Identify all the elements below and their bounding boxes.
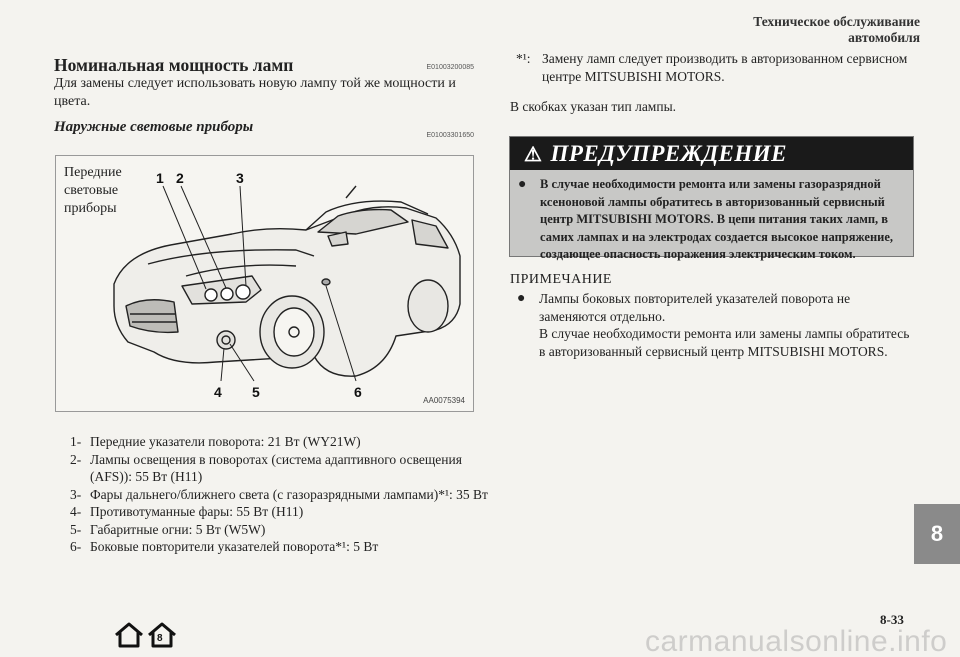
list-text: Боковые повторители указателей поворота*¹: 5 Вт (90, 539, 379, 554)
warning-heading-text: ПРЕДУПРЕЖДЕНИЕ (550, 141, 787, 166)
subtitle-code: E01003301650 (426, 132, 474, 139)
section-header: Техническое обслуживание автомобиля (753, 14, 920, 45)
watermark: carmanualsonline.info (645, 625, 948, 657)
warning-box (509, 136, 914, 261)
list-num: 5- (70, 521, 82, 537)
list-text: Лампы освещения в поворотах (система адаптивного освещения (AFS)): 55 Вт (H11) (90, 451, 462, 484)
callout-1: 1 (156, 170, 164, 186)
list-num: 1- (70, 434, 82, 449)
list-text: Фары дальнего/ближнего света (с газоразрядными лампами)*¹: 35 Вт (90, 486, 488, 502)
note-line-1: Лампы боковых повторителей указателей поворота не заменяются отдельно. (539, 291, 851, 324)
callout-3: 3 (236, 170, 244, 186)
list-item (70, 503, 490, 521)
list-item (70, 451, 490, 486)
figure-code: AA0075394 (423, 396, 465, 405)
note-text (539, 290, 917, 360)
car-illustration (56, 156, 473, 411)
toc-icon-label: 8 (157, 633, 163, 644)
footnote (510, 50, 920, 85)
list-text: Передние указатели поворота: 21 Вт (WY21W) (90, 434, 361, 449)
note-title: ПРИМЕЧАНИЕ (510, 272, 612, 287)
callout-6: 6 (354, 384, 362, 400)
brackets-note: В скобках указан тип лампы. (510, 99, 677, 114)
title-code: E01003200085 (426, 64, 474, 71)
right-column (510, 50, 920, 115)
note-body (517, 290, 917, 360)
warning-bullet: ● (518, 177, 527, 192)
list-num: 3- (70, 486, 82, 502)
toc-icon[interactable] (146, 621, 178, 649)
footnote-text: Замену ламп следует производить в авторизованном сервисном центре MITSUBISHI MOTORS. (542, 51, 908, 84)
list-text: Габаритные огни: 5 Вт (W5W) (90, 521, 266, 537)
footnote-mark: *¹: (516, 51, 531, 66)
figure-label: Передние световые приборы (64, 165, 122, 216)
warning-heading (510, 137, 913, 170)
left-column (54, 55, 474, 139)
subsection-title: Наружные световые приборы (54, 119, 254, 135)
section-title: Номинальная мощность ламп (54, 55, 294, 75)
warning-body (518, 176, 905, 264)
page-number: 8-33 (880, 612, 904, 627)
list-text: Противотуманные фары: 55 Вт (H11) (90, 504, 304, 519)
list-item (70, 521, 490, 539)
home-icon[interactable] (113, 621, 145, 649)
bulb-list (70, 433, 490, 556)
list-item (70, 486, 490, 504)
callout-5: 5 (252, 384, 260, 400)
car-figure (55, 155, 474, 412)
note-line-2: В случае необходимости ремонта или замены лампы обратитесь в авторизованный сервисный центр MITSUBISHI MOTORS. (539, 326, 910, 359)
callout-4: 4 (214, 384, 222, 400)
list-item (70, 538, 490, 556)
list-item (70, 433, 490, 451)
intro-paragraph: Для замены следует использовать новую лампу той же мощности и цвета. (54, 76, 456, 109)
list-num: 2- (70, 451, 82, 467)
list-num: 4- (70, 504, 82, 519)
warning-text: В случае необходимости ремонта или замены газоразрядной ксеноновой лампы обратитесь в авторизованный сервисный центр MITSUBISHI MOTORS. В цепи питания таких ламп, в самих лампах и на электродах создается высокое напряжение, создающее опасность поражения электрическим током. (540, 177, 894, 261)
warning-icon: ⚠ (524, 144, 543, 166)
chapter-tab[interactable]: 8 (914, 504, 960, 564)
list-num: 6- (70, 539, 82, 554)
note-bullet: ● (517, 291, 526, 306)
callout-2: 2 (176, 170, 184, 186)
